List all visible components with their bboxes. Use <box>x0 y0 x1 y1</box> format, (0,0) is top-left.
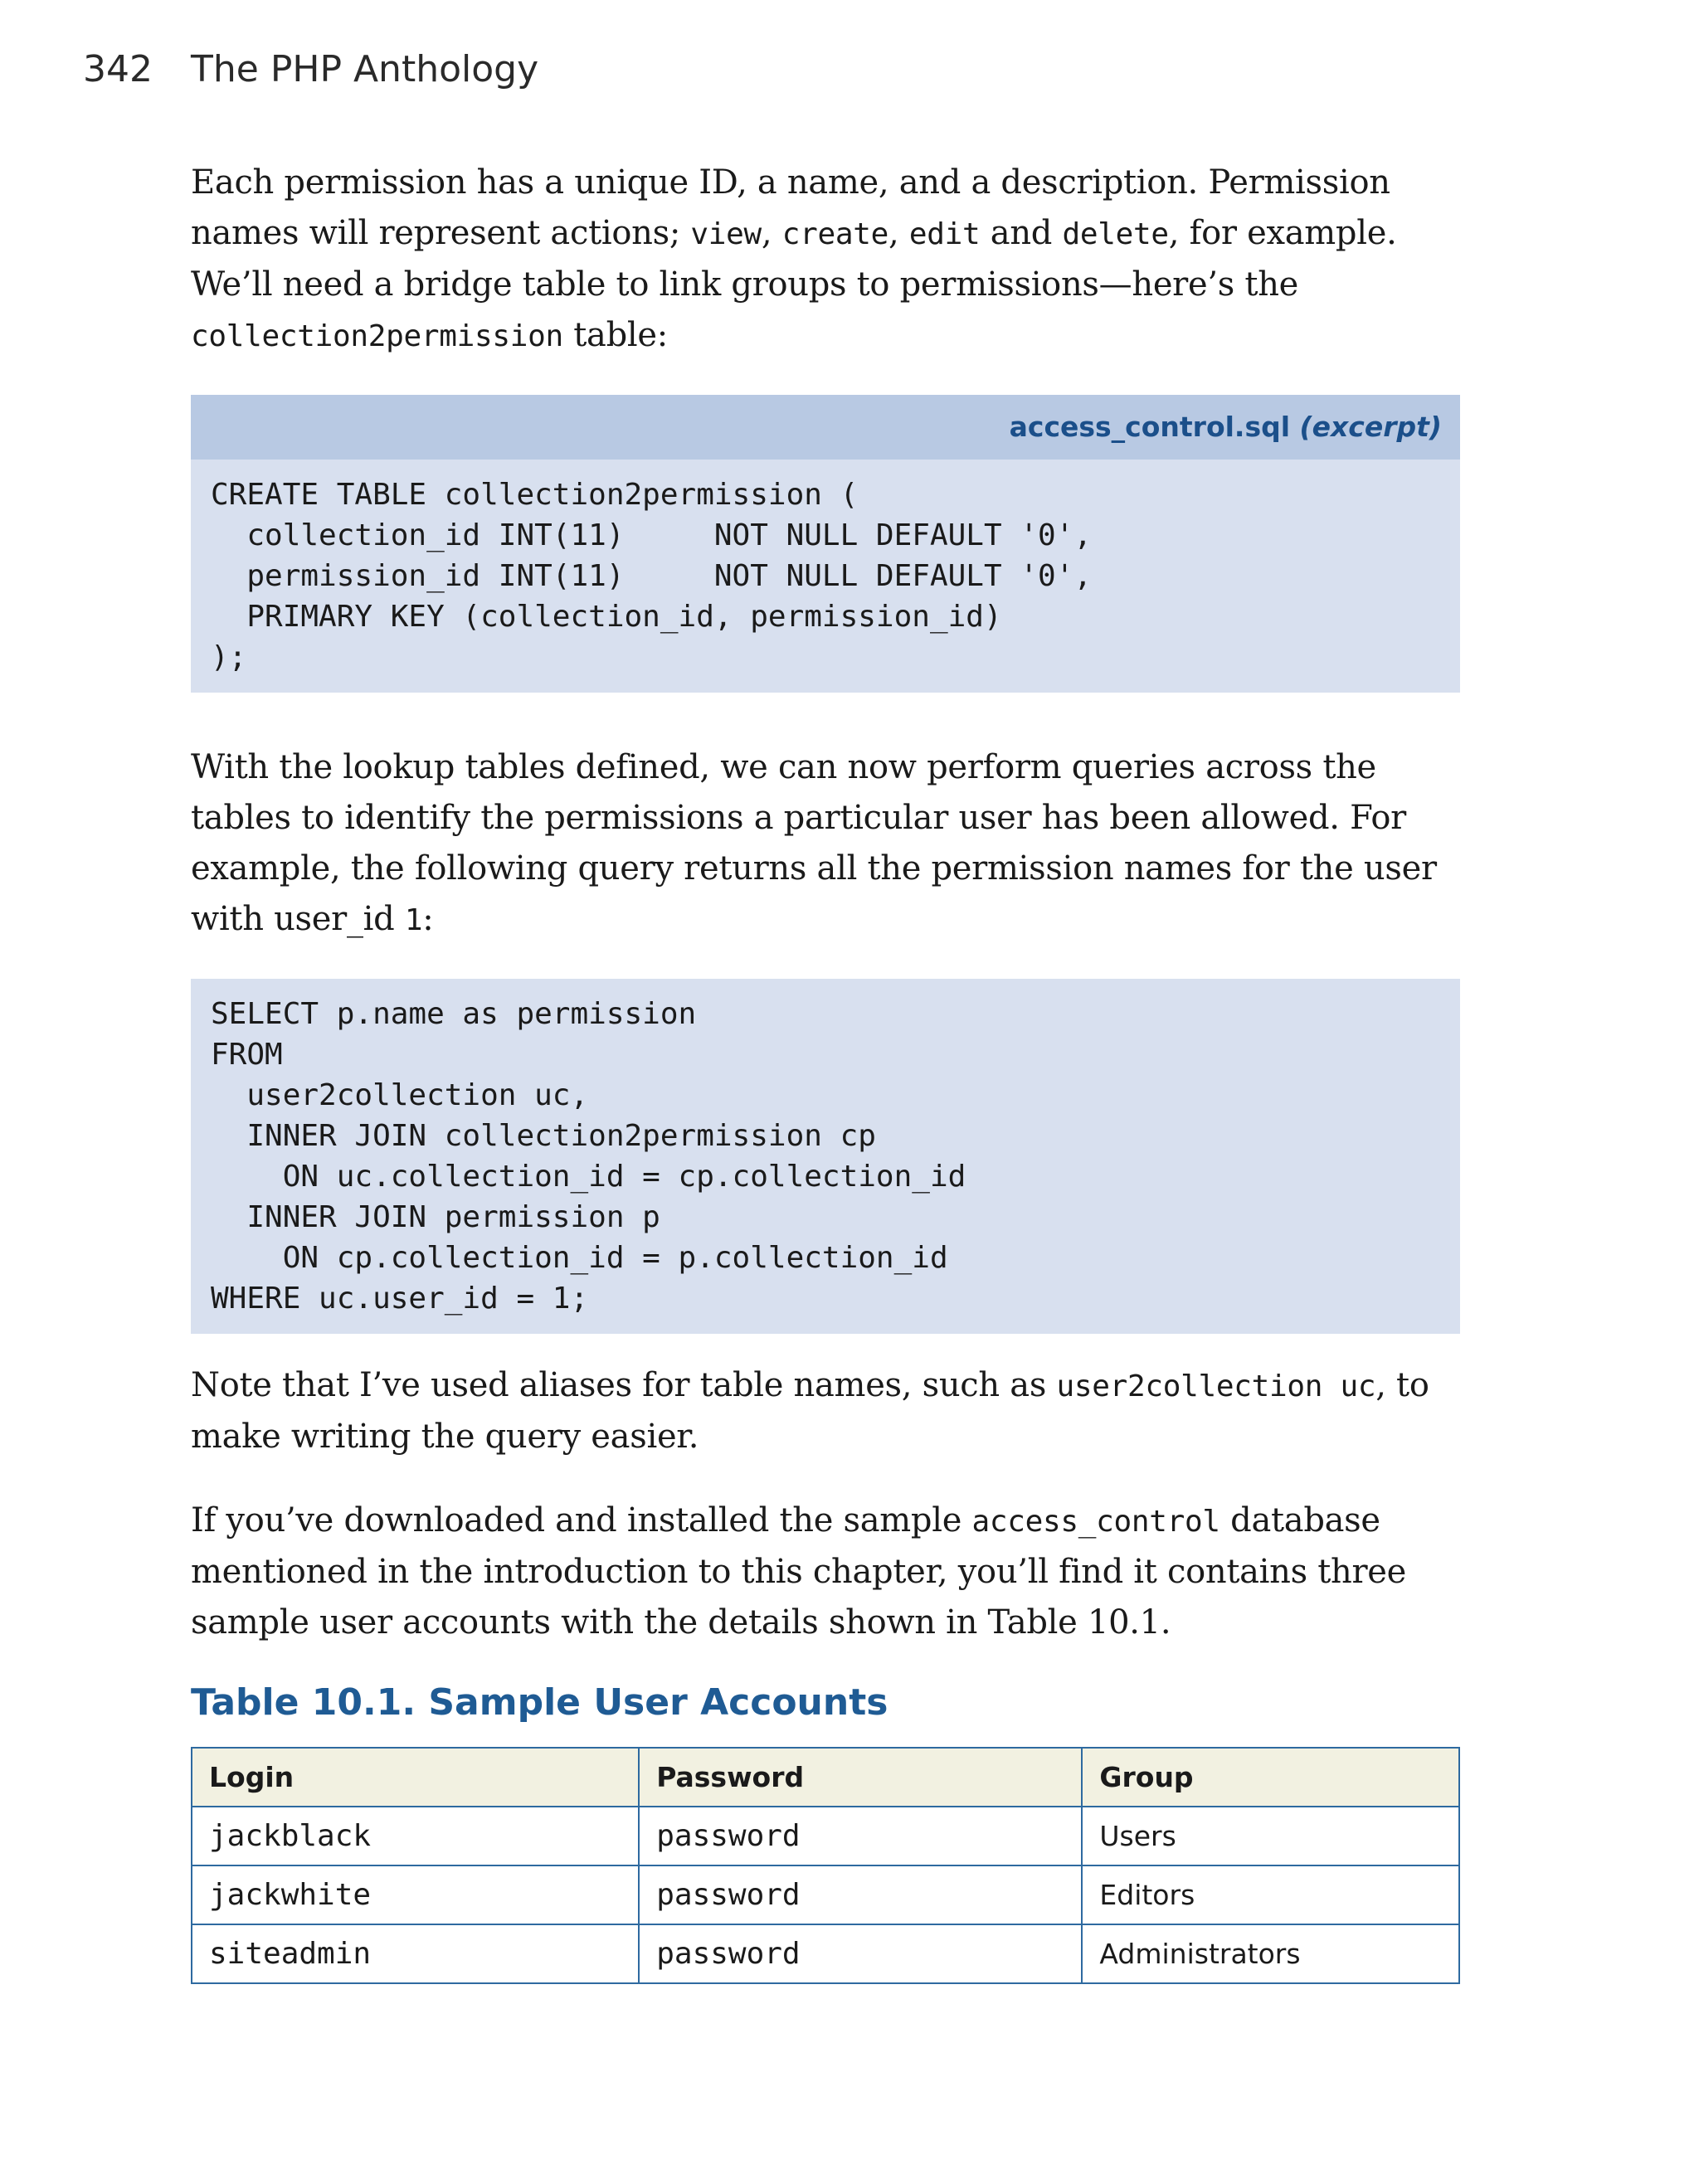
text-run: , <box>761 214 782 252</box>
column-header-group: Group <box>1082 1748 1459 1807</box>
page-content <box>191 158 1460 1984</box>
cell-password: password <box>639 1865 1082 1924</box>
inline-code: collection2permission <box>191 319 563 353</box>
page-header <box>83 48 538 90</box>
caption-filename: access_control.sql <box>1009 411 1291 443</box>
inline-code: access_control <box>971 1505 1220 1539</box>
text-run: : <box>422 900 434 938</box>
cell-password: password <box>639 1924 1082 1983</box>
code-listing: SELECT p.name as permission FROM user2collection uc, INNER JOIN collection2permission cp ON uc.collection_id = cp.collection_id INNER JOIN permission p ON cp.collection_id = p.collection_id WHERE uc.user_id = 1; <box>211 997 966 1316</box>
caption-note: (excerpt) <box>1299 411 1442 443</box>
text-run: Each permission has a unique ID, a name, and a description. Permission names will represent actions; <box>191 163 1390 252</box>
text-run: With the lookup tables defined, we can now perform queries across the tables to identify the permissions a particular user has been allowed. For example, the following query returns all the permission names for the user with user_id <box>191 748 1437 938</box>
table-row <box>192 1865 1459 1924</box>
paragraph-sample-db <box>191 1496 1460 1648</box>
cell-login: siteadmin <box>192 1924 639 1983</box>
table-row <box>192 1807 1459 1865</box>
table-header-row <box>192 1748 1459 1807</box>
page-number: 342 <box>83 48 153 90</box>
text-run: , for example. We’ll need a bridge table to link groups to permissions—here’s the <box>191 214 1397 304</box>
text-run: table: <box>562 316 668 354</box>
text-run: Note that I’ve used aliases for table names, such as <box>191 1366 1057 1404</box>
inline-code: create <box>781 217 889 251</box>
code-block-select-query <box>191 979 1460 1334</box>
inline-code: edit <box>908 217 981 251</box>
cell-login: jackblack <box>192 1807 639 1865</box>
cell-group: Editors <box>1082 1865 1459 1924</box>
book-title: The PHP Anthology <box>191 48 539 90</box>
code-caption <box>191 395 1460 460</box>
text-run: , <box>888 214 909 252</box>
code-block-create-table <box>191 395 1460 693</box>
text-run: database mentioned in the introduction to this chapter, you’ll find it contains three sample user accounts with the details shown in Table 10.1. <box>191 1501 1407 1642</box>
text-run: , to make writing the query easier. <box>191 1366 1429 1456</box>
table-row <box>192 1924 1459 1983</box>
column-header-password: Password <box>639 1748 1082 1807</box>
cell-login: jackwhite <box>192 1865 639 1924</box>
inline-code: delete <box>1062 217 1169 251</box>
inline-code: view <box>690 217 762 251</box>
column-header-login: Login <box>192 1748 639 1807</box>
text-run: and <box>980 214 1063 252</box>
cell-group: Administrators <box>1082 1924 1459 1983</box>
inline-code: user2collection uc <box>1056 1369 1376 1403</box>
paragraph-permissions <box>191 158 1460 362</box>
inline-code: 1 <box>404 903 423 937</box>
table-title: Table 10.1. Sample User Accounts <box>191 1681 888 1724</box>
paragraph-aliases <box>191 1360 1460 1462</box>
text-run: If you’ve downloaded and installed the sample <box>191 1501 972 1540</box>
user-accounts-table <box>191 1747 1460 1984</box>
code-listing: CREATE TABLE collection2permission ( collection_id INT(11) NOT NULL DEFAULT '0', permission_id INT(11) NOT NULL DEFAULT '0', PRIMARY KEY (collection_id, permission_id) ); <box>211 478 1093 674</box>
cell-group: Users <box>1082 1807 1459 1865</box>
paragraph-lookup <box>191 742 1460 946</box>
cell-password: password <box>639 1807 1082 1865</box>
